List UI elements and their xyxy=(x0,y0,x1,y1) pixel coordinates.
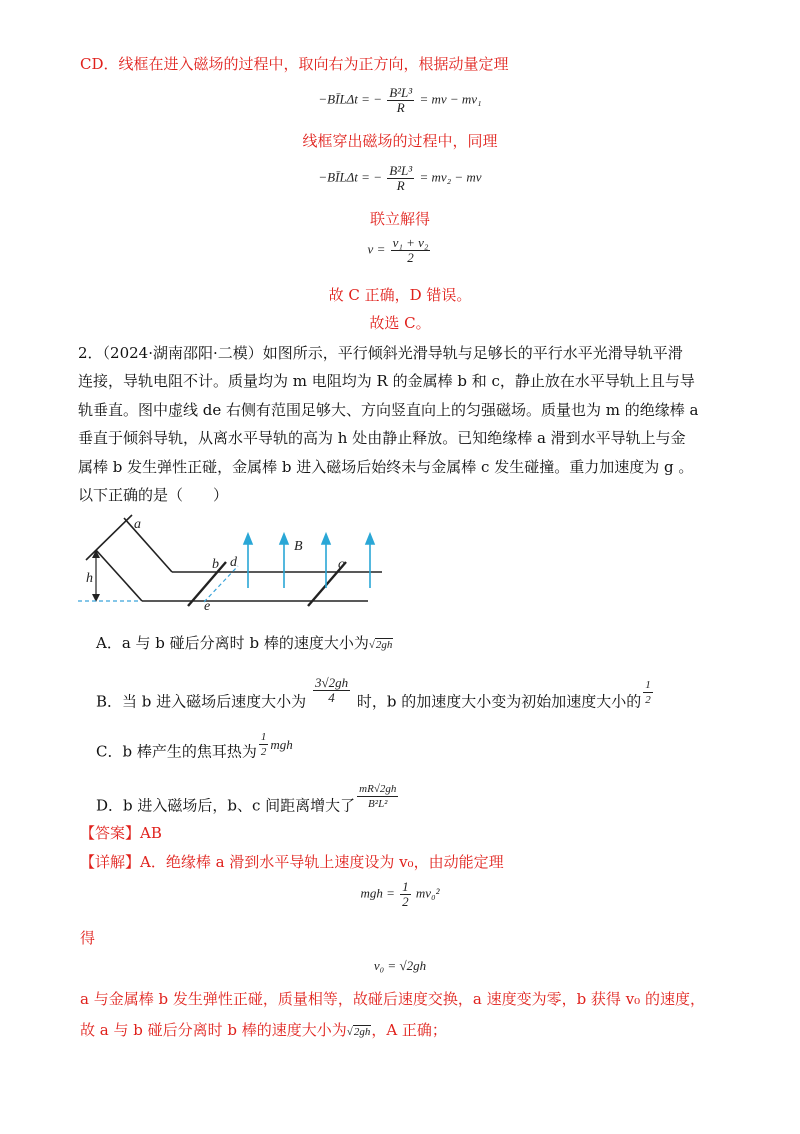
answer: 【答案】AB xyxy=(80,824,162,842)
option-b-velocity-fraction: $\frac{3√2gh}{4}$ xyxy=(314,675,349,705)
option-d-fraction: $\frac{mR√2gh}{\text{B²L²}}$ xyxy=(359,783,397,810)
eq-lhs: −BĪLΔt = − xyxy=(318,169,382,185)
eq-num: B²L³ xyxy=(389,85,413,100)
field-arrow xyxy=(322,534,330,544)
option-a-math: √2gh xyxy=(368,639,393,651)
option-b-ratio-fraction: $\frac{1}{2}$ xyxy=(645,679,651,706)
option-c[interactable] xyxy=(96,731,293,767)
lower-incline-rail xyxy=(96,550,142,601)
eq-num: v₁ + v₂ xyxy=(392,235,429,250)
eq-lhs: v = xyxy=(367,241,386,257)
label-d: d xyxy=(230,555,237,570)
label-b: b xyxy=(212,557,219,572)
equation-detail-1: mgh = $\frac{1}{2}$ mv₀² xyxy=(360,879,440,909)
option-b-text-2: 时，b 的加速度大小变为初始加速度大小的 xyxy=(356,692,642,711)
question-line-2: 连接，导轨电阻不计。质量均为 m 电阻均为 R 的金属棒 b 和 c，静止放在水平导轨上且与导 xyxy=(78,372,695,390)
equation-detail-2: v₀ = √2gh xyxy=(373,958,427,973)
question-line-6: 以下正确的是（ ） xyxy=(78,486,229,504)
equation-cd-3 xyxy=(0,236,800,265)
question-line-4: 垂直于倾斜导轨，从离水平导轨的高为 h 处由静止释放。已知绝缘棒 a 滑到水平导轨上与金 xyxy=(78,429,686,447)
field-arrow xyxy=(280,534,288,544)
cd-conclusion: 故 C 正确，D 错误。 xyxy=(328,286,472,304)
question-line-1: 2．（2024·湖南邵阳·二模）如图所示，平行倾斜光滑导轨与足够长的平行水平光滑导轨平滑 xyxy=(78,344,683,362)
label-e: e xyxy=(204,599,211,614)
eq-rhs: = mv₂ − mv xyxy=(419,169,482,185)
detail-line-1: 【详解】A．绝缘棒 a 滑到水平导轨上速度设为 v₀，由动能定理 xyxy=(80,853,504,871)
option-c-tail: mgh xyxy=(270,736,293,752)
detail-line-3: 故 a 与 b 碰后分离时 b 棒的速度大小为√2gh，A 正确； xyxy=(80,1020,447,1042)
rail-diagram xyxy=(76,510,396,620)
eq-den: R xyxy=(396,100,405,115)
label-a: a xyxy=(134,517,141,532)
eq-den: 2 xyxy=(407,250,414,265)
label-B: B xyxy=(294,539,303,554)
label-h: h xyxy=(86,571,93,586)
option-a-text: A．a 与 b 碰后分离时 b 棒的速度大小为 xyxy=(96,634,369,652)
field-arrow xyxy=(244,534,252,544)
option-b[interactable] xyxy=(96,675,655,717)
detail-de: 得 xyxy=(80,929,96,947)
eq-lhs: −BĪLΔt = − xyxy=(318,91,382,107)
option-c-text: C．b 棒产生的焦耳热为 xyxy=(96,742,257,761)
detail-line-3-math: √2gh xyxy=(346,1026,371,1038)
cd-choice: 故选 C。 xyxy=(369,314,431,332)
cd-solve-text: 联立解得 xyxy=(369,210,430,228)
cd-pass-text: 线框穿出磁场的过程中，同理 xyxy=(302,132,498,150)
rod-a xyxy=(86,515,132,560)
upper-incline-rail xyxy=(124,518,172,572)
option-d[interactable] xyxy=(96,783,400,821)
option-d-text: D．b 进入磁场后，b、c 间距离增大了 xyxy=(96,796,356,815)
label-c: c xyxy=(338,557,345,572)
eq-rhs: = mv − mv₁ xyxy=(419,91,482,107)
eq-num: B²L³ xyxy=(389,163,413,178)
equation-cd-2 xyxy=(0,164,800,193)
question-line-3: 轨垂直。图中虚线 de 右侧有范围足够大、方向竖直向上的匀强磁场。质量也为 m 的绝缘棒 a xyxy=(78,401,699,419)
option-c-fraction: $\frac{1}{2}$ xyxy=(260,731,267,758)
cd-intro: CD．线框在进入磁场的过程中，取向右为正方向，根据动量定理 xyxy=(80,55,509,73)
equation-cd-1 xyxy=(0,86,800,115)
option-b-text-1: B．当 b 进入磁场后速度大小为 xyxy=(96,692,307,711)
option-a[interactable] xyxy=(96,633,393,655)
detail-line-2: a 与金属棒 b 发生弹性正碰，质量相等，故碰后速度交换，a 速度变为零，b 获得 v₀ 的速度， xyxy=(80,990,705,1008)
eq-den: R xyxy=(396,178,405,193)
field-arrow xyxy=(366,534,374,544)
question-line-5: 属棒 b 发生弹性正碰，金属棒 b 进入磁场后始终未与金属棒 c 发生碰撞。重力加速度为 g 。 xyxy=(78,458,694,476)
